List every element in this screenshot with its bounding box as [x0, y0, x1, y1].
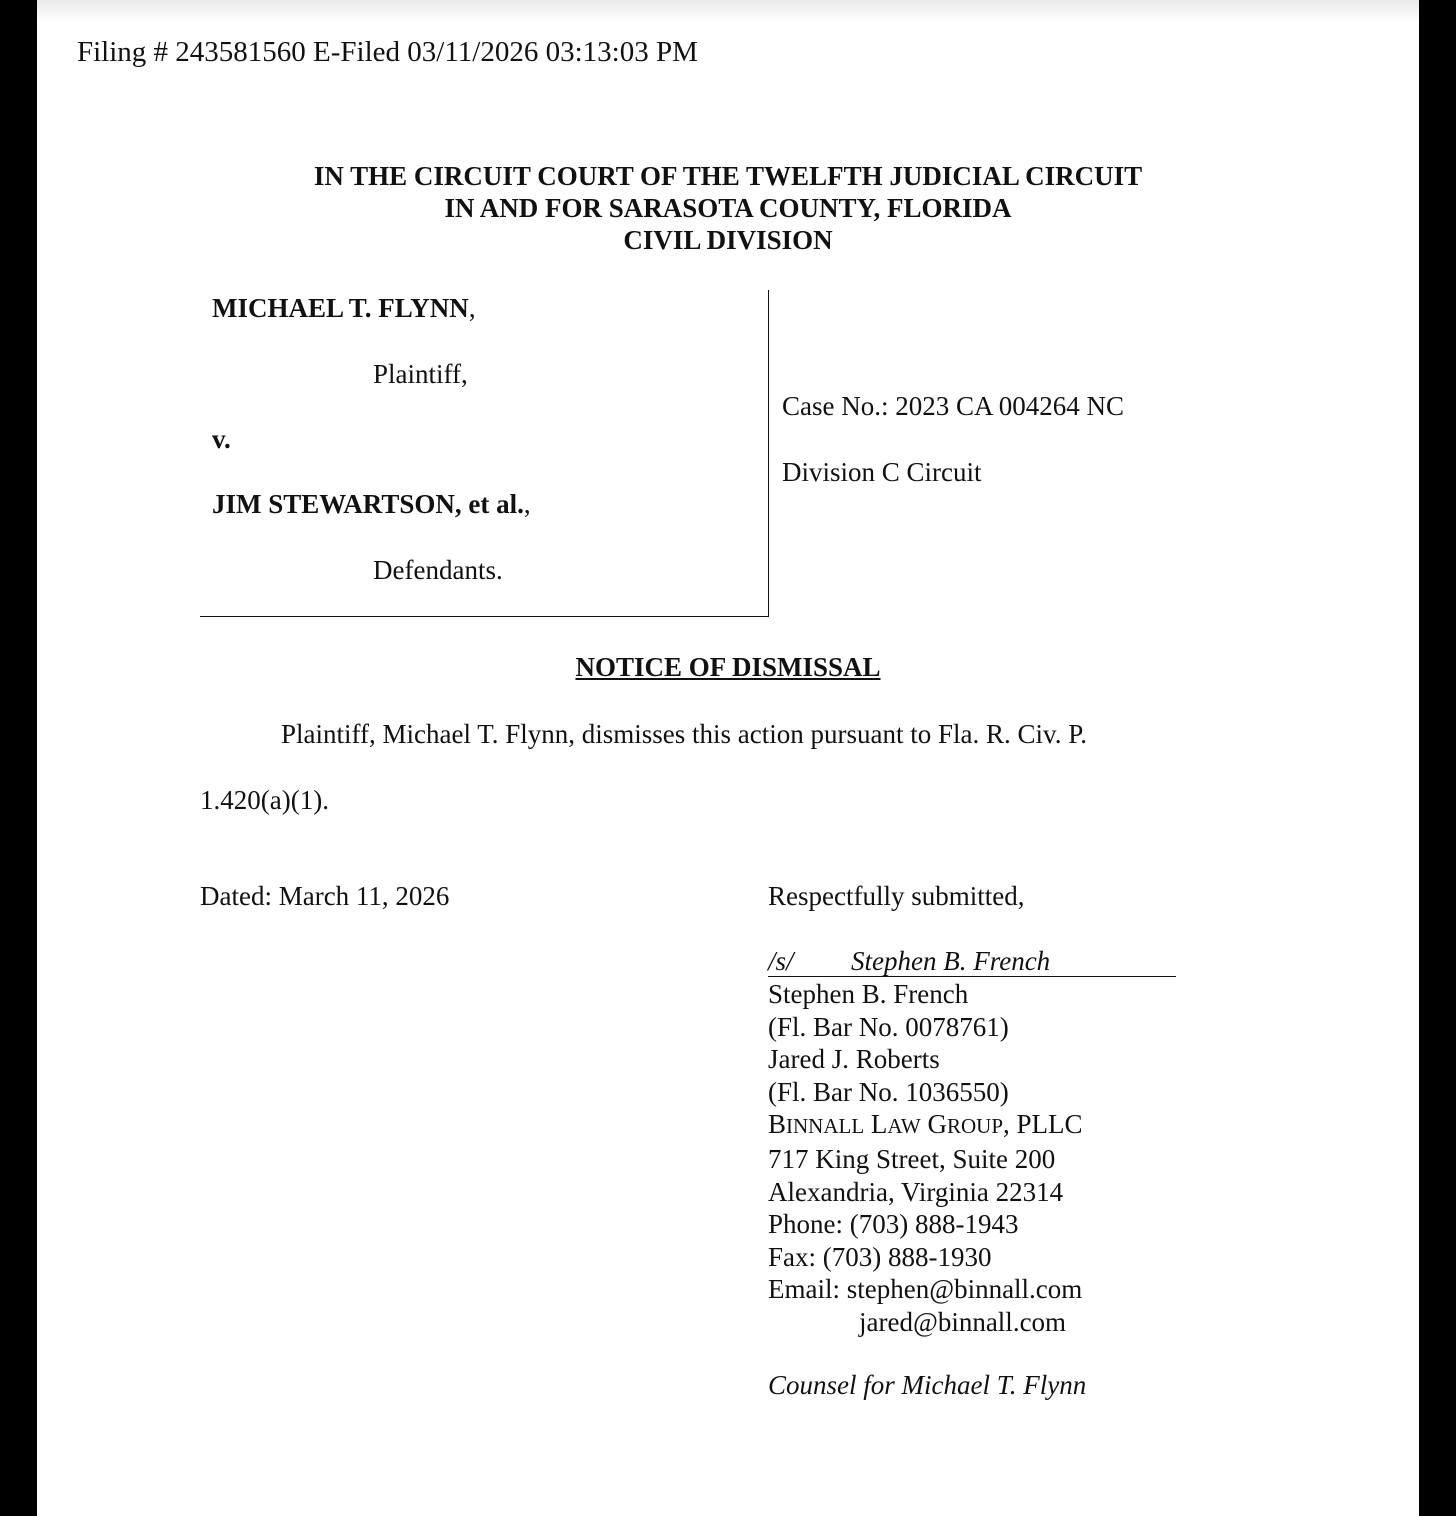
firm-w2-initial: L	[870, 1109, 888, 1140]
notice-title-text: NOTICE OF DISMISSAL	[575, 652, 881, 682]
signature-line	[768, 944, 1176, 977]
notice-title	[37, 650, 1419, 684]
division: Division C Circuit	[782, 457, 982, 487]
firm-w1-rest: INNALL	[786, 1114, 865, 1139]
email-1: Email: stephen@binnall.com	[768, 1274, 1083, 1305]
dated: Dated: March 11, 2026	[200, 881, 450, 911]
notice-body-line-1: Plaintiff, Michael T. Flynn, dismisses this action pursuant to Fla. R. Civ. P.	[281, 719, 1088, 749]
firm-w3-rest: ROUP	[946, 1114, 1004, 1139]
plaintiff-role: Plaintiff,	[373, 359, 468, 389]
top-shadow	[37, 0, 1419, 22]
document-page	[37, 0, 1419, 1516]
defendant-comma: ,	[523, 489, 531, 519]
attorney-2-name: Jared J. Roberts	[768, 1044, 940, 1075]
attorney-1-bar: (Fl. Bar No. 0078761)	[768, 1011, 1009, 1042]
court-line-1: IN THE CIRCUIT COURT OF THE TWELFTH JUDICIAL CIRCUIT	[313, 161, 1143, 191]
caption-vertical-rule	[768, 290, 769, 617]
address-line-1: 717 King Street, Suite 200	[768, 1143, 1056, 1174]
firm-w1-initial: B	[768, 1109, 787, 1140]
caption-horizontal-rule	[200, 616, 769, 617]
versus: v.	[212, 424, 231, 454]
signature-name: Stephen B. French	[851, 946, 1051, 976]
firm-name	[768, 1108, 1083, 1143]
defendant-role: Defendants.	[373, 555, 503, 585]
attorney-1-name: Stephen B. French	[768, 979, 969, 1009]
phone: Phone: (703) 888-1943	[768, 1209, 1019, 1240]
closing: Respectfully submitted,	[768, 881, 1025, 911]
fax: Fax: (703) 888-1930	[768, 1241, 992, 1272]
email-2: jared@binnall.com	[859, 1306, 1067, 1337]
counsel-for: Counsel for Michael T. Flynn	[768, 1370, 1087, 1400]
signature-block	[768, 978, 1083, 1339]
notice-body-line-2: 1.420(a)(1).	[200, 785, 329, 815]
plaintiff-caption	[212, 291, 476, 325]
filing-header: Filing # 243581560 E-Filed 03/11/2026 03:13:03 PM	[77, 36, 698, 68]
attorney-2-bar: (Fl. Bar No. 1036550)	[768, 1076, 1009, 1107]
plaintiff-name: MICHAEL T. FLYNN	[212, 293, 469, 323]
address-line-2: Alexandria, Virginia 22314	[768, 1176, 1064, 1207]
signature-mark: /s/	[768, 946, 794, 976]
court-line-3: CIVIL DIVISION	[623, 225, 833, 255]
firm-w2-rest: AW	[887, 1114, 921, 1139]
defendant-name: JIM STEWARTSON, et al.	[212, 489, 524, 519]
firm-suffix: , PLLC	[1003, 1109, 1083, 1140]
defendant-caption	[212, 487, 531, 521]
case-number: Case No.: 2023 CA 004264 NC	[782, 391, 1125, 421]
court-line-2: IN AND FOR SARASOTA COUNTY, FLORIDA	[444, 193, 1012, 223]
plaintiff-comma: ,	[468, 293, 476, 323]
firm-w3-initial: G	[927, 1109, 947, 1140]
